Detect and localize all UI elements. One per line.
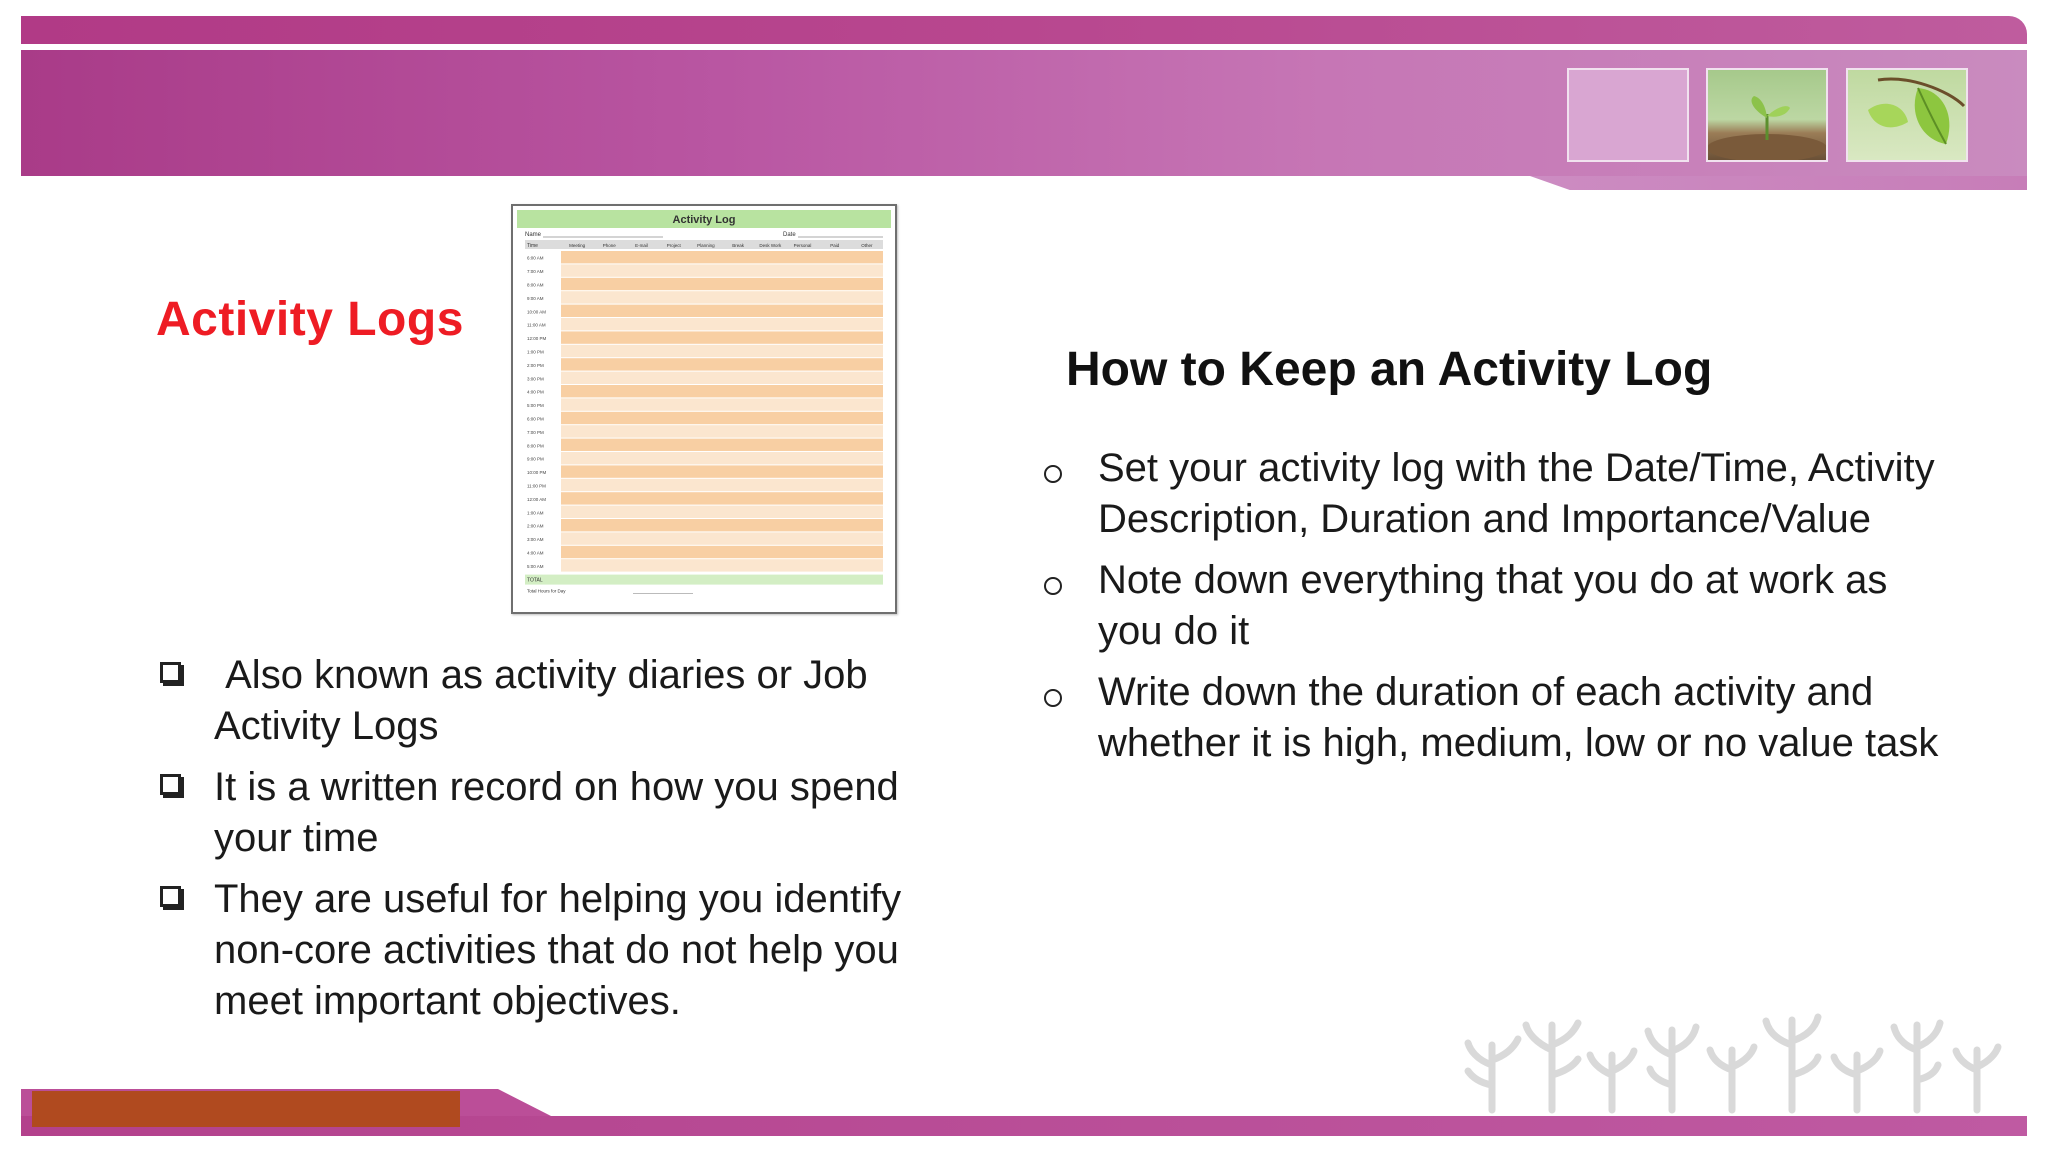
log-row-time: 9:00 AM bbox=[527, 295, 544, 301]
log-row-time: 4:00 AM bbox=[527, 550, 544, 556]
log-rows bbox=[527, 251, 883, 572]
log-row-time: 12:00 AM bbox=[527, 496, 547, 502]
header-tail bbox=[1530, 176, 2027, 190]
circle-bullet-icon bbox=[1044, 689, 1062, 707]
header-thumbnail-plain bbox=[1567, 68, 1689, 162]
log-total-label: TOTAL bbox=[527, 577, 543, 584]
log-date-label: Date bbox=[783, 232, 796, 238]
log-time-header: Time bbox=[527, 243, 538, 249]
log-row-fill bbox=[561, 465, 883, 477]
square-checkbox-icon bbox=[160, 662, 181, 683]
header-top-strip bbox=[21, 16, 2027, 44]
log-footer bbox=[525, 575, 883, 594]
log-row-time: 7:00 PM bbox=[527, 429, 544, 435]
left-list-item-text: They are useful for helping you identify non-core activities that do not help you meet important objectives. bbox=[214, 877, 902, 1023]
right-list-item-text: Write down the duration of each activity and whether it is high, medium, low or no value task bbox=[1098, 670, 1939, 765]
log-row-time: 1:00 AM bbox=[527, 510, 544, 516]
square-checkbox-icon bbox=[160, 774, 181, 795]
log-row-time: 1:00 PM bbox=[527, 349, 544, 355]
left-list-item bbox=[156, 650, 956, 752]
sprout-icon bbox=[1708, 70, 1826, 160]
log-row-time: 6:00 PM bbox=[527, 416, 544, 422]
log-row-fill bbox=[561, 251, 883, 263]
log-total-hours-label: Total Hours for Day bbox=[527, 588, 566, 594]
log-total-row bbox=[525, 575, 883, 585]
header-thumbnail-sprout bbox=[1706, 68, 1828, 162]
log-row-time: 5:00 PM bbox=[527, 403, 544, 409]
activity-log-image bbox=[511, 204, 897, 614]
log-row-time: 11:00 AM bbox=[527, 322, 546, 328]
log-row-time: 11:00 PM bbox=[527, 483, 546, 489]
log-column-header: E-mail bbox=[635, 243, 648, 248]
log-row-fill bbox=[561, 425, 883, 437]
log-row-fill bbox=[561, 532, 883, 544]
log-row-time: 3:00 PM bbox=[527, 376, 544, 382]
left-bullet-list bbox=[156, 650, 956, 1037]
square-checkbox-icon bbox=[160, 886, 181, 907]
log-column-header: Phone bbox=[602, 243, 616, 248]
left-list-item-text: It is a written record on how you spend your time bbox=[214, 765, 899, 860]
log-row-fill bbox=[561, 264, 883, 276]
log-row-fill bbox=[561, 559, 883, 571]
right-list-item-text: Note down everything that you do at work as you do it bbox=[1098, 558, 1888, 653]
log-row-time: 5:00 AM bbox=[527, 563, 544, 569]
log-row-fill bbox=[561, 412, 883, 424]
log-row-fill bbox=[561, 506, 883, 518]
log-row-time: 3:00 AM bbox=[527, 537, 544, 543]
log-row-time: 6:00 AM bbox=[527, 255, 544, 261]
log-row-fill bbox=[561, 492, 883, 504]
right-list-item bbox=[1040, 667, 1940, 769]
log-column-header: Personal bbox=[793, 243, 812, 248]
log-row-fill bbox=[561, 372, 883, 384]
left-list-item bbox=[156, 762, 956, 864]
log-row-time: 10:00 AM bbox=[527, 309, 547, 315]
log-column-header: Break bbox=[732, 243, 744, 248]
log-column-header: Paid bbox=[830, 243, 840, 248]
circle-bullet-icon bbox=[1044, 577, 1062, 595]
right-title: How to Keep an Activity Log bbox=[1066, 343, 1713, 396]
log-row-time: 7:00 AM bbox=[527, 269, 544, 275]
log-row-fill bbox=[561, 358, 883, 370]
log-row-time: 8:00 PM bbox=[527, 443, 544, 449]
right-list-item bbox=[1040, 555, 1940, 657]
log-row-fill bbox=[561, 291, 883, 303]
log-row-fill bbox=[561, 278, 883, 290]
log-row-time: 8:00 AM bbox=[527, 282, 544, 288]
log-column-header: Project bbox=[666, 243, 681, 248]
log-row-time: 9:00 PM bbox=[527, 456, 544, 462]
log-row-fill bbox=[561, 385, 883, 397]
log-row-fill bbox=[561, 479, 883, 491]
log-column-header: Planning bbox=[697, 243, 715, 248]
log-column-header: Meeting bbox=[569, 243, 586, 248]
plants-decoration-icon bbox=[1462, 1005, 2022, 1115]
log-name-label: Name bbox=[525, 232, 542, 238]
log-row-fill bbox=[561, 318, 883, 330]
log-row-time: 2:00 PM bbox=[527, 362, 544, 368]
footer-accent-bar bbox=[32, 1091, 460, 1127]
log-row-time: 10:00 PM bbox=[527, 470, 547, 476]
left-title: Activity Logs bbox=[156, 293, 464, 346]
right-list-item-text: Set your activity log with the Date/Time, Activity Description, Duration and Importance/Value bbox=[1098, 446, 1935, 541]
header-thumbnail-leaf bbox=[1846, 68, 1968, 162]
log-row-time: 4:00 PM bbox=[527, 389, 544, 395]
log-row-fill bbox=[561, 452, 883, 464]
activity-log-sheet bbox=[513, 206, 895, 612]
log-column-header: Desk Work bbox=[759, 243, 782, 248]
log-row-fill bbox=[561, 305, 883, 317]
log-row-fill bbox=[561, 519, 883, 531]
log-row-time: 12:00 PM bbox=[527, 336, 547, 342]
log-column-headers bbox=[525, 240, 883, 249]
log-column-header: Other bbox=[861, 243, 873, 248]
right-bullet-list bbox=[1040, 443, 1940, 779]
log-row-fill bbox=[561, 546, 883, 558]
log-title: Activity Log bbox=[672, 214, 736, 226]
circle-bullet-icon bbox=[1044, 465, 1062, 483]
log-row-fill bbox=[561, 345, 883, 357]
log-row-time: 2:00 AM bbox=[527, 523, 544, 529]
leaf-icon bbox=[1848, 70, 1966, 160]
log-row-fill bbox=[561, 439, 883, 451]
right-list-item bbox=[1040, 443, 1940, 545]
log-row-fill bbox=[561, 331, 883, 343]
log-row-fill bbox=[561, 398, 883, 410]
left-list-item-text: Also known as activity diaries or Job Activity Logs bbox=[214, 653, 877, 748]
left-list-item bbox=[156, 874, 956, 1027]
